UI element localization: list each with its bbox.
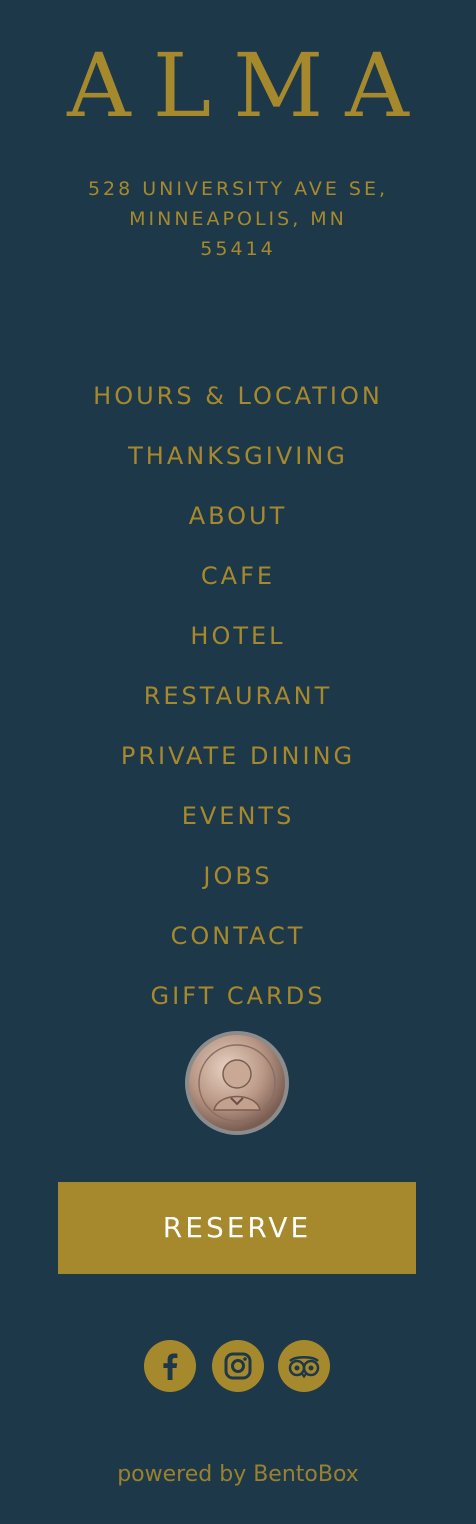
james-beard-medal-icon [184, 1030, 290, 1136]
address[interactable] [40, 174, 436, 264]
nav-item-hotel [0, 606, 476, 666]
nav-item-cafe [0, 546, 476, 606]
nav-item-contact [0, 906, 476, 966]
instagram-link[interactable] [212, 1340, 264, 1392]
tripadvisor-icon [278, 1340, 330, 1392]
reserve-button[interactable]: RESERVE [58, 1182, 416, 1274]
nav-item-hours-location [0, 366, 476, 426]
nav-link-gift-cards[interactable]: GIFT CARDS [150, 982, 326, 1010]
nav-link-hours-location[interactable]: HOURS & LOCATION [93, 382, 383, 410]
instagram-icon [212, 1340, 264, 1392]
nav-item-restaurant [0, 666, 476, 726]
nav-item-jobs [0, 846, 476, 906]
nav-item-thanksgiving [0, 426, 476, 486]
nav-link-private-dining[interactable]: PRIVATE DINING [120, 742, 356, 770]
nav-link-about[interactable]: ABOUT [188, 502, 288, 530]
nav-link-hotel[interactable]: HOTEL [190, 622, 286, 650]
main-nav [0, 366, 476, 1026]
address-line-1: 528 UNIVERSITY AVE SE, [87, 178, 389, 200]
nav-link-jobs[interactable]: JOBS [203, 862, 273, 890]
nav-link-cafe[interactable]: CAFE [200, 562, 276, 590]
nav-item-private-dining [0, 726, 476, 786]
address-line-3: 55414 [200, 238, 276, 260]
nav-link-restaurant[interactable]: RESTAURANT [143, 682, 333, 710]
nav-item-about [0, 486, 476, 546]
powered-by-bentobox[interactable]: powered by BentoBox [117, 1462, 359, 1487]
logo[interactable]: ALMA [67, 34, 431, 137]
facebook-link[interactable] [144, 1340, 196, 1392]
tripadvisor-link[interactable] [278, 1340, 330, 1392]
nav-link-events[interactable]: EVENTS [181, 802, 295, 830]
nav-link-contact[interactable]: CONTACT [170, 922, 306, 950]
nav-link-thanksgiving[interactable]: THANKSGIVING [128, 442, 348, 470]
nav-item-gift-cards [0, 966, 476, 1026]
facebook-icon [144, 1340, 196, 1392]
address-line-2: MINNEAPOLIS, MN [129, 208, 347, 230]
nav-item-events [0, 786, 476, 846]
